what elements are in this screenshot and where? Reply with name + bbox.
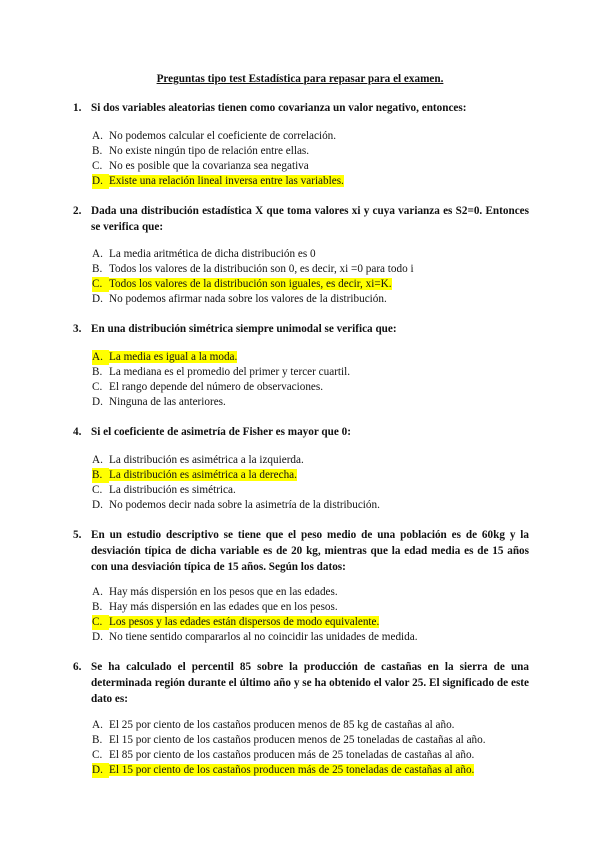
question-text: En un estudio descriptivo se tiene que el peso medio de una población es de 60kg y la desviación típica de dicha variable es de 20 kg, mientras que la edad media es de 15 años con una desviación típica de 15 años. Según los datos: (91, 529, 529, 573)
question-number: 2. (73, 205, 82, 217)
option-2a: A. La media aritmética de dicha distribución es 0 (92, 248, 316, 260)
question-number: 5. (73, 529, 82, 541)
option-6d: D. El 15 por ciento de los castaños producen más de 25 toneladas de castañas al año. (92, 764, 475, 776)
option-3c: C. El rango depende del número de observaciones. (92, 381, 324, 393)
highlighted-answer: La distribución es asimétrica a la derecha. (109, 469, 297, 481)
option-1d: D. Existe una relación lineal inversa entre las variables. (92, 175, 344, 187)
option-5c: C. Los pesos y las edades están dispersos de modo equivalente. (92, 616, 380, 628)
option-3d: D. Ninguna de las anteriores. (92, 396, 226, 408)
option-1b: B. No existe ningún tipo de relación entre ellas. (92, 145, 310, 157)
highlighted-answer: Los pesos y las edades están dispersos de modo equivalente. (109, 616, 380, 628)
option-1c: C. No es posible que la covarianza sea negativa (92, 160, 309, 172)
question-number: 6. (73, 661, 82, 673)
option-5a: A. Hay más dispersión en los pesos que en las edades. (92, 586, 338, 598)
question-4 (73, 424, 529, 440)
question-6 (73, 659, 529, 707)
option-4a: A. La distribución es asimétrica a la izquierda. (92, 454, 304, 466)
option-3a: A. La media es igual a la moda. (92, 351, 238, 363)
option-6a: A. El 25 por ciento de los castaños producen menos de 85 kg de castañas al año. (92, 719, 455, 731)
question-5 (73, 527, 529, 575)
option-2b: B. Todos los valores de la distribución son 0, es decir, xi =0 para todo i (92, 263, 414, 275)
option-5b: B. Hay más dispersión en las edades que en los pesos. (92, 601, 338, 613)
question-text: Se ha calculado el percentil 85 sobre la producción de castañas en la sierra de una determinada región durante el último año y se ha obtenido el valor 25. El significado de este dato es: (91, 661, 529, 705)
option-1a: A. No podemos calcular el coeficiente de correlación. (92, 130, 337, 142)
option-3b: B. La mediana es el promedio del primer y tercer cuartil. (92, 366, 351, 378)
highlighted-answer: Existe una relación lineal inversa entre las variables. (109, 175, 344, 187)
option-6c: C. El 85 por ciento de los castaños producen más de 25 toneladas de castañas al año. (92, 749, 475, 761)
document-title: Preguntas tipo test Estadística para repasar para el examen. (156, 73, 444, 85)
question-number: 4. (73, 426, 82, 438)
option-5d: D. No tiene sentido compararlos al no coincidir las unidades de medida. (92, 631, 418, 643)
option-4d: D. No podemos decir nada sobre la asimetría de la distribución. (92, 499, 380, 511)
highlighted-answer: Todos los valores de la distribución son iguales, es decir, xi=K. (109, 278, 392, 290)
question-text: Dada una distribución estadística X que toma valores xi y cuya varianza es S2=0. Entonces se verifica que: (91, 205, 529, 233)
question-number: 3. (73, 323, 82, 335)
option-4c: C. La distribución es simétrica. (92, 484, 236, 496)
option-2c: C. Todos los valores de la distribución son iguales, es decir, xi=K. (92, 278, 392, 290)
highlighted-answer: La media es igual a la moda. (109, 351, 238, 363)
highlighted-answer: El 15 por ciento de los castaños producen más de 25 toneladas de castañas al año. (109, 764, 475, 776)
question-text: Si dos variables aleatorias tienen como covarianza un valor negativo, entonces: (91, 102, 467, 114)
option-6b: B. El 15 por ciento de los castaños producen menos de 25 toneladas de castañas al año. (92, 734, 486, 746)
question-2 (73, 203, 529, 235)
question-1 (73, 100, 529, 116)
option-4b: B. La distribución es asimétrica a la derecha. (92, 469, 297, 481)
question-3 (73, 321, 529, 337)
question-text: Si el coeficiente de asimetría de Fisher es mayor que 0: (91, 426, 351, 438)
question-text: En una distribución simétrica siempre unimodal se verifica que: (91, 323, 397, 335)
option-2d: D. No podemos afirmar nada sobre los valores de la distribución. (92, 293, 387, 305)
question-number: 1. (73, 102, 82, 114)
